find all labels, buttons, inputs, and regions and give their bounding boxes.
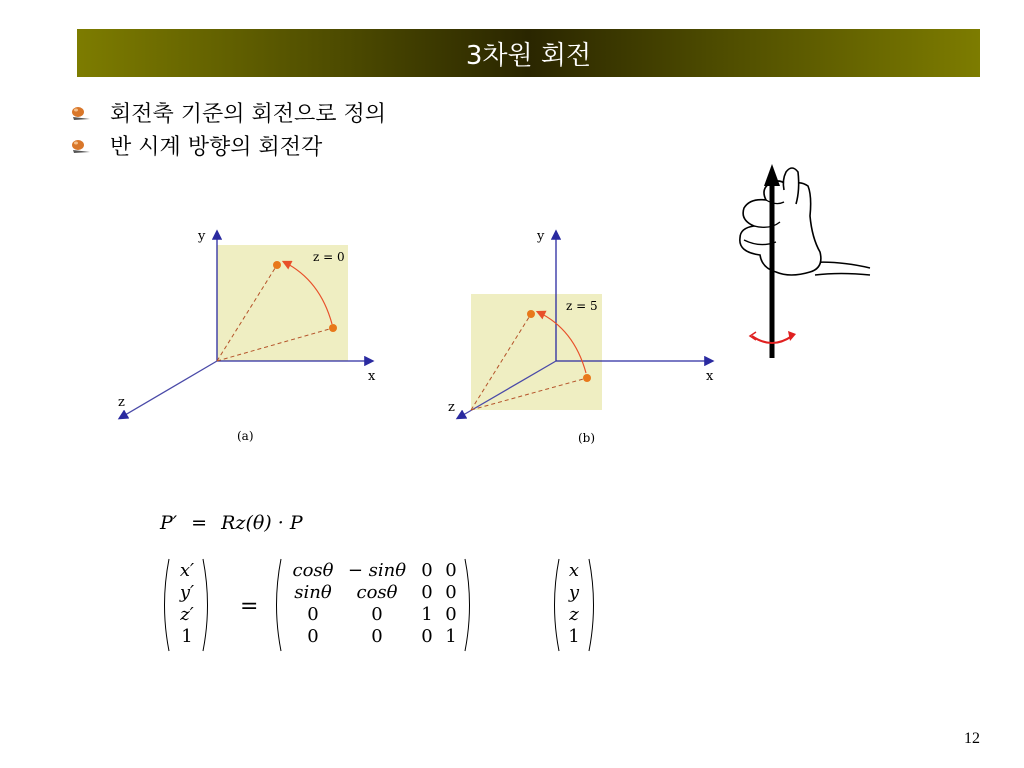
point xyxy=(273,261,281,269)
matrix-cell: 0 xyxy=(307,604,319,625)
rotation-equation xyxy=(160,512,303,534)
matrix-cell: cosθ xyxy=(292,560,334,581)
matrix-cell: 0 xyxy=(445,560,457,581)
matrix-cell: 0 xyxy=(421,560,433,581)
matrix-cell: cosθ xyxy=(356,582,398,603)
eq-rhs: Rz(θ) · P xyxy=(221,512,303,534)
matrix-cell: 0 xyxy=(371,604,383,625)
eq-sign: = xyxy=(191,512,208,534)
bullet-icon xyxy=(70,105,92,121)
matrix-equals: = xyxy=(240,594,259,619)
left-vector xyxy=(160,558,212,654)
bullet-icon xyxy=(70,138,92,154)
right-vector xyxy=(550,558,600,654)
point xyxy=(527,310,535,318)
vector-cell: x′ xyxy=(179,560,195,581)
bullet-item xyxy=(70,129,386,162)
rotation-matrix xyxy=(272,558,476,654)
slide-title: 3차원 회전 xyxy=(465,40,592,71)
page-number: 12 xyxy=(964,730,980,747)
vector-cell: z′ xyxy=(180,604,194,625)
caption-a: (a) xyxy=(237,429,254,443)
paren-left xyxy=(272,558,282,652)
plane-label: z = 5 xyxy=(566,299,598,313)
matrix-cell: 0 xyxy=(421,582,433,603)
vector-cell: z xyxy=(569,604,579,625)
z-axis xyxy=(120,361,217,418)
right-hand-rule-icon xyxy=(730,160,880,365)
y-label: y xyxy=(198,229,206,244)
matrix-cell: − sinθ xyxy=(347,560,407,581)
point xyxy=(583,374,591,382)
matrix-cell: sinθ xyxy=(294,582,332,603)
bullet-list xyxy=(70,96,386,162)
matrix-cell: 0 xyxy=(307,626,319,647)
matrix-cell: 1 xyxy=(445,626,457,647)
plane-label: z = 0 xyxy=(313,250,345,264)
paren-left xyxy=(550,558,560,652)
x-label: x xyxy=(706,369,714,384)
title-bar xyxy=(77,29,980,77)
matrix-cell: 1 xyxy=(421,604,433,625)
point xyxy=(329,324,337,332)
caption-b: (b) xyxy=(578,431,596,445)
vector-cell: y xyxy=(568,582,580,603)
paren-left xyxy=(160,558,170,652)
figure-b xyxy=(440,220,730,450)
bullet-text: 회전축 기준의 회전으로 정의 xyxy=(110,102,387,127)
matrix-cell: 0 xyxy=(445,582,457,603)
z-label: z xyxy=(448,400,455,415)
vector-cell: x xyxy=(568,560,580,581)
bullet-item xyxy=(70,96,386,129)
eq-lhs: P′ xyxy=(160,512,178,534)
matrix-cell: 0 xyxy=(421,626,433,647)
bullet-text: 반 시계 방향의 회전각 xyxy=(110,135,323,160)
x-label: x xyxy=(368,369,376,384)
z-label: z xyxy=(118,395,125,410)
vector-cell: 1 xyxy=(181,626,193,647)
figure-a xyxy=(110,220,390,450)
matrix-cell: 0 xyxy=(371,626,383,647)
matrix-cell: 0 xyxy=(445,604,457,625)
vector-cell: 1 xyxy=(568,626,580,647)
y-label: y xyxy=(537,229,545,244)
paren-right xyxy=(464,558,474,652)
vector-cell: y′ xyxy=(179,582,195,603)
paren-right xyxy=(202,558,212,652)
paren-right xyxy=(588,558,598,652)
